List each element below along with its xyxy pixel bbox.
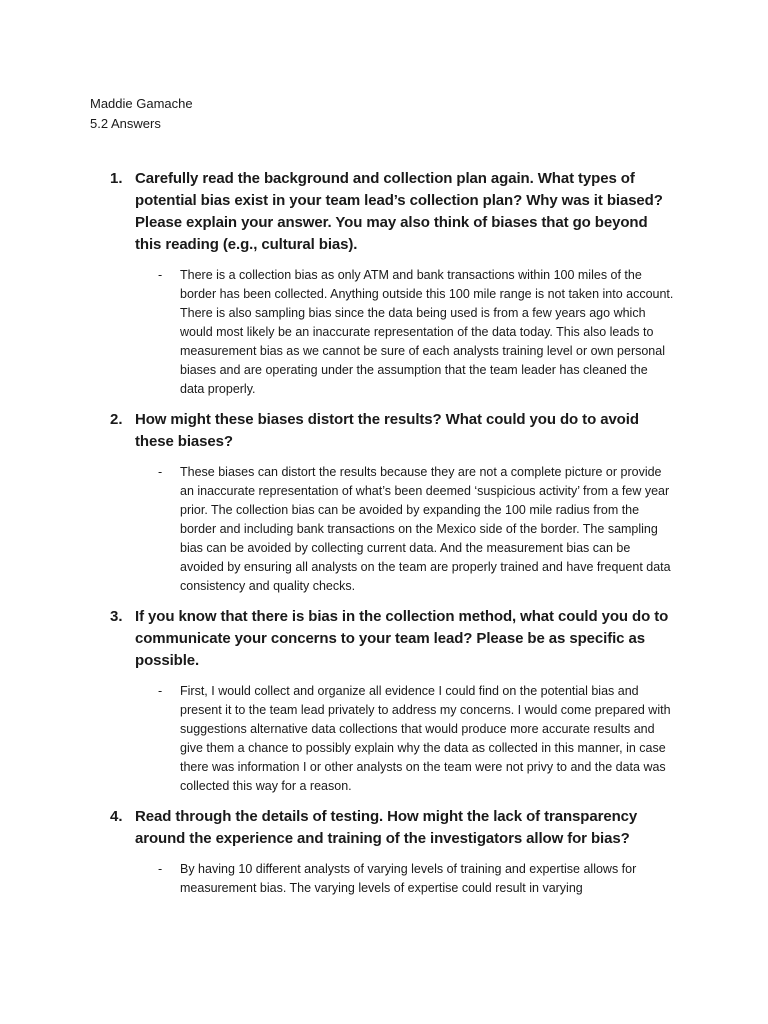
answer-block <box>158 682 675 796</box>
question-text: How might these biases distort the results? What could you do to avoid these biases? <box>135 411 639 450</box>
dash-bullet: - <box>158 684 163 698</box>
question-number: 2. <box>110 411 123 428</box>
dash-bullet: - <box>158 268 163 282</box>
question-number: 4. <box>110 808 123 825</box>
answer-block <box>158 860 675 898</box>
dash-bullet: - <box>158 862 163 876</box>
question-list <box>110 168 674 898</box>
author-name: Maddie Gamache <box>90 96 193 111</box>
document-header <box>90 94 193 133</box>
question-item-2 <box>110 409 670 596</box>
dash-bullet: - <box>158 465 163 479</box>
question-number: 1. <box>110 170 123 187</box>
answer-block <box>158 463 675 596</box>
answer-text: By having 10 different analysts of varying levels of training and expertise allows for measurement bias. The varying levels of expertise could result in varying <box>180 862 637 895</box>
answer-text: There is a collection bias as only ATM and bank transactions within 100 miles of the border has been collected. Anything outside this 100 mile range is not taken into account. There is also sampling bias since the data being used is from a few years ago which would most likely be an inaccurate representation of the data today. This also leads to measurement bias as we cannot be sure of each analysts training level or own personal biases and are operating under the assumption that the team leader has cleaned the data properly. <box>180 268 674 396</box>
document-subtitle: 5.2 Answers <box>90 115 161 131</box>
question-number: 3. <box>110 608 123 625</box>
question-text: If you know that there is bias in the collection method, what could you do to communicate your concerns to your team lead? Please be as specific as possible. <box>135 608 669 669</box>
answer-text: These biases can distort the results because they are not a complete picture or provide an inaccurate representation of what’s been deemed ‘suspicious activity’ from a few year prior. The collection bias can be avoided by expanding the 100 mile radius from the border and including bank transactions on the Mexico side of the border. The sampling bias can be avoided by collecting current data. And the measurement bias can be avoided by ensuring all analysts on the team are properly trained and have frequent data consistency and quality checks. <box>180 465 671 593</box>
question-text: Carefully read the background and collection plan again. What types of potential bias exist in your team lead’s collection plan? Why was it biased? Please explain your answer. You may also think of biases that go beyond this reading (e.g., cultural bias). <box>135 170 663 253</box>
question-text: Read through the details of testing. How might the lack of transparency around the experience and training of the investigators allow for bias? <box>135 808 638 847</box>
question-item-4 <box>110 806 670 898</box>
answer-block <box>158 266 675 399</box>
question-item-3 <box>110 606 670 796</box>
question-item-1 <box>110 168 674 399</box>
answer-text: First, I would collect and organize all evidence I could find on the potential bias and present it to the team lead privately to address my concerns. I would come prepared with suggestions alternative data collections that would produce more accurate results and give them a chance to possibly explain why the data as collected in this manner, in case there was information I or other analysts on the team were not privy to and the data was collected this way for a reason. <box>180 684 671 793</box>
